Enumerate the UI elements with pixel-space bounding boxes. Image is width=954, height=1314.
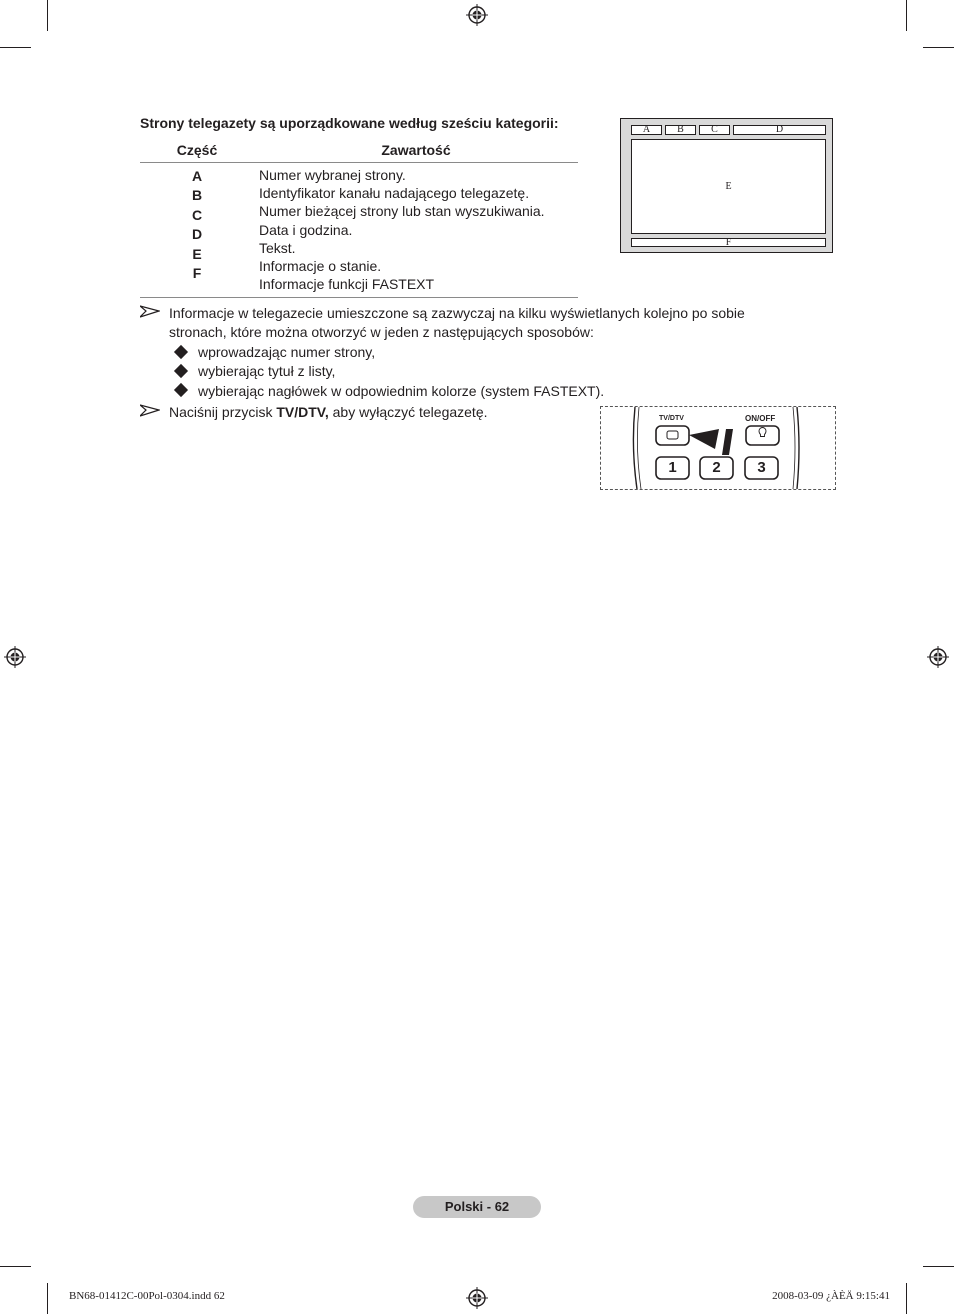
part-description: Tekst.: [259, 239, 296, 256]
pointer-bar-icon: [722, 429, 733, 455]
tvdtv-label: TV/DTV: [659, 415, 684, 422]
tvdtv-key-name: TV/DTV,: [276, 404, 329, 420]
screen-area-e-label: E: [725, 181, 732, 192]
print-date: 2008-03-09 ¿ÀÈÄ 9:15:41: [772, 1290, 890, 1302]
diamond-bullet-icon: [174, 383, 188, 397]
registration-mark-icon: [466, 4, 488, 26]
note-arrow-icon: [140, 404, 160, 418]
crop-mark: [923, 47, 954, 48]
part-letter: A: [191, 168, 203, 184]
screen-area-e: [631, 139, 826, 234]
screen-area-d: D: [733, 125, 826, 135]
diamond-bullet-icon: [174, 364, 188, 378]
part-letter: F: [192, 265, 202, 282]
number-key-3-label: 3: [757, 459, 766, 476]
crop-mark: [47, 0, 48, 31]
crop-mark: [906, 0, 907, 31]
note-line: stronach, które można otworzyć w jeden z następujących sposobów:: [169, 324, 594, 340]
pointer-arrow-icon: [689, 429, 719, 449]
note-text-suffix: aby wyłączyć telegazetę.: [328, 404, 488, 420]
tvdtv-button: [656, 426, 689, 445]
onoff-button: [746, 426, 779, 445]
screen-area-b: B: [665, 125, 696, 135]
diamond-bullet-icon: [174, 345, 188, 359]
part-description: Informacje funkcji FASTEXT: [259, 276, 435, 293]
registration-mark-icon: [927, 646, 949, 668]
note-line: Informacje w telegazecie umieszczone są zazwyczaj na kilku wyświetlanych kolejno po sobie: [169, 305, 745, 321]
bullet-text: wybierając tytuł z listy,: [198, 363, 336, 379]
part-letter: C: [191, 206, 203, 223]
crop-mark: [923, 1266, 954, 1267]
crop-mark: [0, 1266, 31, 1267]
part-letter: E: [192, 245, 202, 262]
bullet-text: wprowadzając numer strony,: [198, 344, 376, 360]
part-description: Numer bieżącej strony lub stan wyszukiwania.: [259, 203, 545, 220]
note-arrow-icon: [140, 305, 160, 319]
part-description: Identyfikator kanału nadającego telegazetę.: [259, 185, 530, 202]
registration-mark-icon: [4, 646, 26, 668]
bullet-text: wybierając nagłówek w odpowiednim kolorze (system FASTEXT).: [198, 383, 605, 399]
crop-mark: [47, 1283, 48, 1314]
teletext-screen-diagram: [620, 118, 833, 253]
part-letter: B: [191, 187, 203, 204]
number-key-2-label: 2: [712, 459, 721, 476]
section-heading: Strony telegazety są uporządkowane według sześciu kategorii:: [140, 115, 559, 131]
table-header: [140, 140, 578, 163]
onoff-label: ON/OFF: [745, 414, 776, 423]
crop-mark: [906, 1283, 907, 1314]
column-header-content: Zawartość: [381, 142, 451, 158]
part-description: Numer wybranej strony.: [259, 167, 406, 183]
column-header-part: Część: [176, 142, 218, 158]
page-number-badge: Polski - 62: [413, 1196, 541, 1218]
screen-area-c: C: [699, 125, 730, 135]
crop-mark: [0, 47, 31, 48]
note-text: [169, 403, 488, 422]
screen-area-f: F: [631, 238, 826, 247]
part-description: Informacje o stanie.: [259, 258, 382, 275]
screen-area-a: A: [631, 125, 662, 135]
number-key-1-label: 1: [668, 459, 677, 476]
part-descriptions: [259, 166, 545, 293]
remote-body: [601, 407, 835, 489]
part-description: Data i godzina.: [259, 221, 353, 238]
note-text-prefix: Naciśnij przycisk: [169, 404, 277, 420]
part-letters: [140, 167, 254, 283]
remote-control-illustration: [600, 406, 836, 490]
note-text: [169, 304, 745, 342]
part-letter: D: [191, 226, 203, 243]
file-info: BN68-01412C-00Pol-0304.indd 62: [69, 1290, 225, 1302]
registration-mark-icon: [466, 1287, 488, 1309]
table-body: [140, 163, 578, 298]
